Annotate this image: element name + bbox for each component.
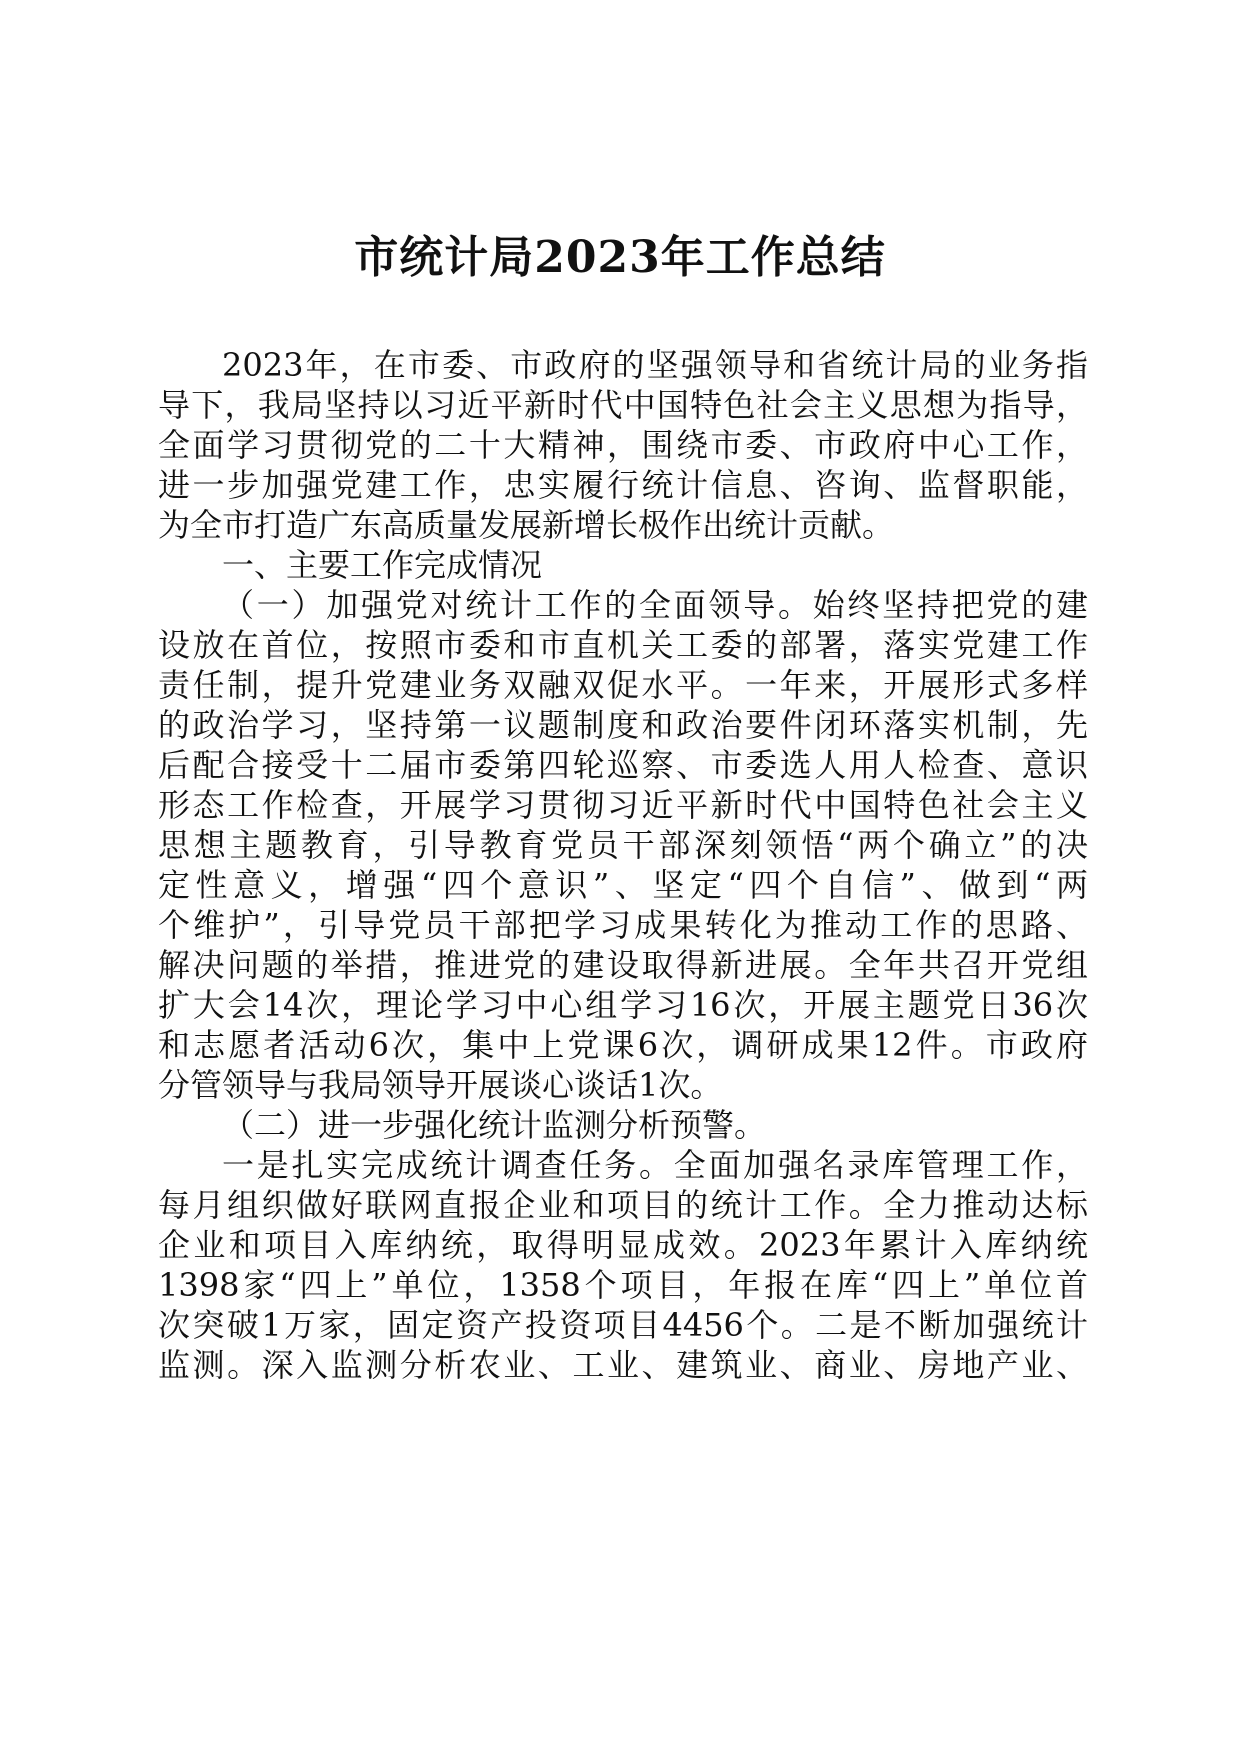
paragraph-line: 为全市打造广东高质量发展新增长极作出统计贡献。	[158, 506, 895, 544]
paragraph-line: 解决问题的举措，推进党的建设取得新进展。全年共召开党组	[158, 946, 1088, 984]
paragraph-line: 后配合接受十二届市委第四轮巡察、市委选人用人检查、意识	[158, 746, 1088, 784]
paragraph-line: 的政治学习，坚持第一议题制度和政治要件闭环落实机制，先	[158, 706, 1088, 744]
paragraph-line: 导下，我局坚持以习近平新时代中国特色社会主义思想为指导，	[158, 386, 1088, 424]
paragraph-line: 每月组织做好联网直报企业和项目的统计工作。全力推动达标	[158, 1186, 1088, 1224]
paragraph-line: 扩大会14次，理论学习中心组学习16次，开展主题党日36次	[158, 986, 1088, 1024]
paragraph-line: 全面学习贯彻党的二十大精神，围绕市委、市政府中心工作，	[158, 426, 1088, 464]
paragraph-line: 个维护”，引导党员干部把学习成果转化为推动工作的思路、	[158, 906, 1088, 944]
paragraph-line: 形态工作检查，开展学习贯彻习近平新时代中国特色社会主义	[158, 786, 1088, 824]
document-title: 市统计局2023年工作总结	[354, 232, 886, 283]
paragraph-line: 监测。深入监测分析农业、工业、建筑业、商业、房地产业、	[158, 1346, 1088, 1384]
paragraph-line: 思想主题教育，引导教育党员干部深刻领悟“两个确立”的决	[158, 826, 1088, 864]
paragraph-line: 次突破1万家，固定资产投资项目4456个。二是不断加强统计	[158, 1306, 1088, 1344]
paragraph-line: 定性意义，增强“四个意识”、坚定“四个自信”、做到“两	[158, 866, 1088, 904]
subsection-heading: （二）进一步强化统计监测分析预警。	[222, 1106, 767, 1144]
paragraph-line: 1398家“四上”单位，1358个项目，年报在库“四上”单位首	[158, 1266, 1088, 1304]
paragraph-line: 责任制，提升党建业务双融双促水平。一年来，开展形式多样	[158, 666, 1088, 704]
paragraph-line: 企业和项目入库纳统，取得明显成效。2023年累计入库纳统	[158, 1226, 1088, 1264]
paragraph-line: （一）加强党对统计工作的全面领导。始终坚持把党的建	[222, 586, 1088, 624]
paragraph-line: 设放在首位，按照市委和市直机关工委的部署，落实党建工作	[158, 626, 1088, 664]
paragraph-line: 和志愿者活动6次，集中上党课6次，调研成果12件。市政府	[158, 1026, 1088, 1064]
paragraph-line: 分管领导与我局领导开展谈心谈话1次。	[158, 1066, 723, 1104]
paragraph-line: 2023年，在市委、市政府的坚强领导和省统计局的业务指	[222, 346, 1088, 384]
paragraph-line: 进一步加强党建工作，忠实履行统计信息、咨询、监督职能，	[158, 466, 1088, 504]
paragraph-line: 一是扎实完成统计调查任务。全面加强名录库管理工作，	[222, 1146, 1088, 1184]
section-heading: 一、主要工作完成情况	[222, 546, 543, 584]
